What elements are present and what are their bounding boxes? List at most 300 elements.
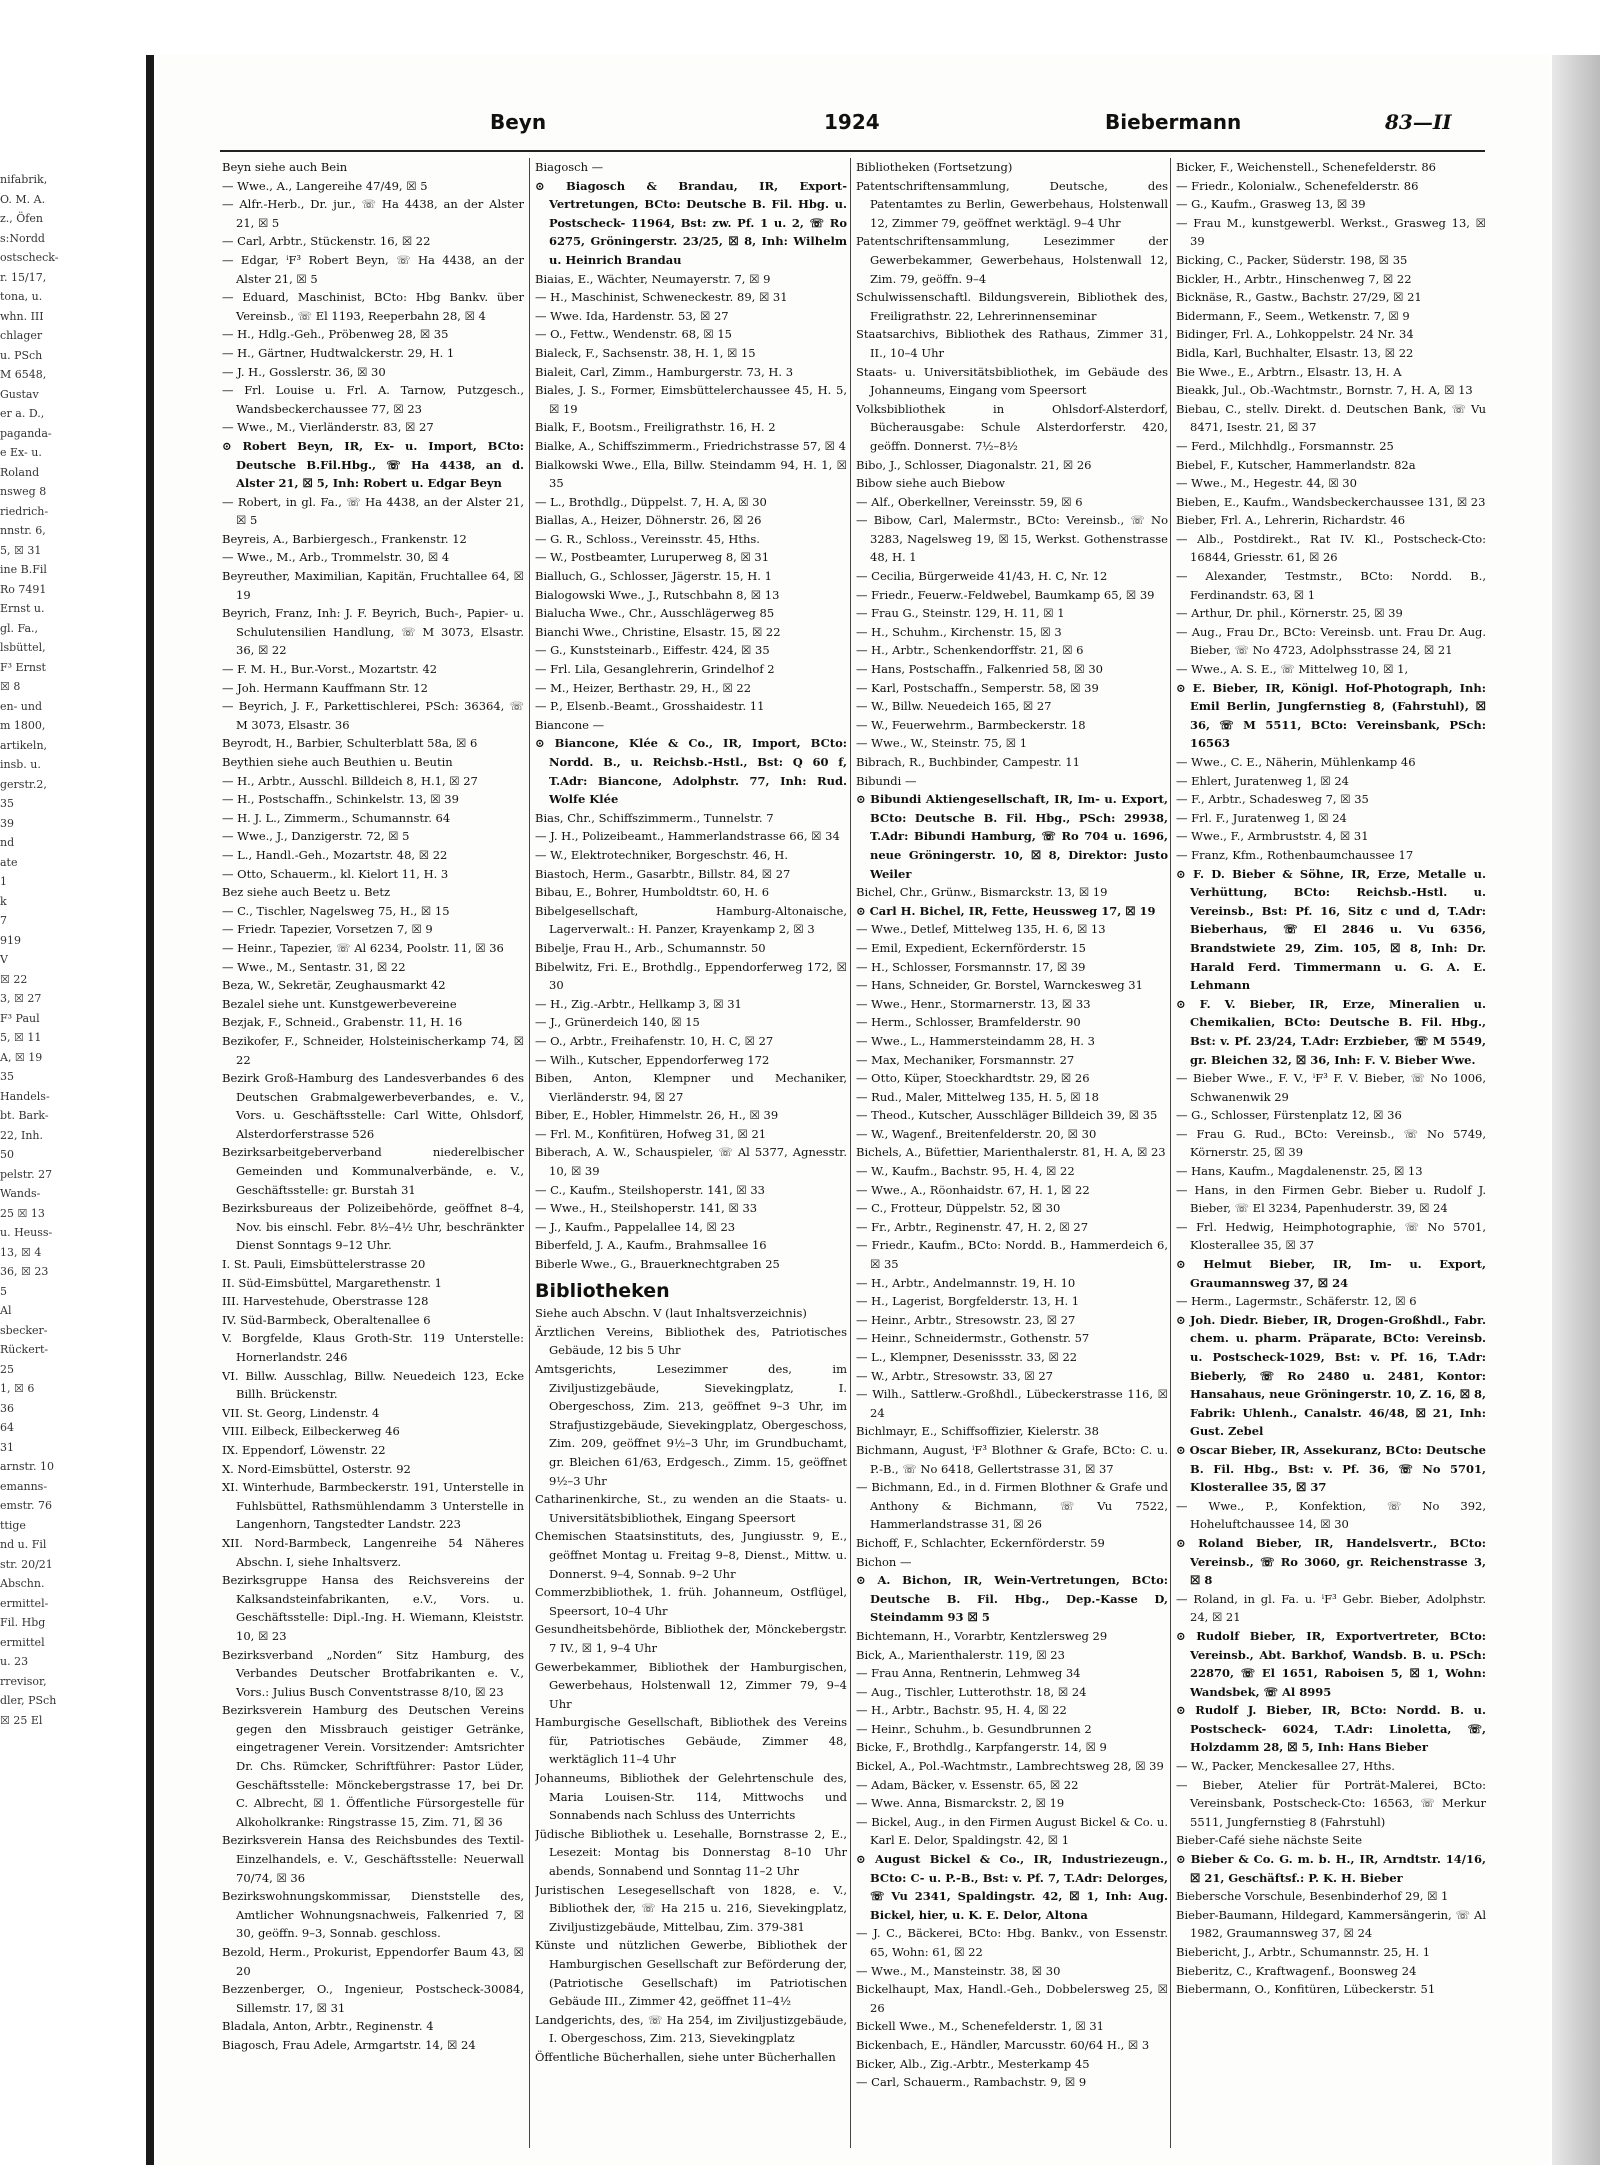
previous-page-text: u. Heuss-: [0, 1226, 53, 1239]
previous-page-text: str. 20/21: [0, 1557, 53, 1571]
directory-entry: — Frau G. Rud., BCto: Vereinsb., ☏ No 5749, Körnerstr. 25, ☒ 39: [1176, 1126, 1486, 1160]
directory-entry: Bickler, H., Arbtr., Hinschenweg 7, ☒ 22: [1176, 271, 1412, 286]
directory-entry: Beza, W., Sekretär, Zeughausmarkt 42: [222, 978, 446, 993]
directory-entry: — Bieber, Atelier für Porträt-Malerei, BCto: Vereinsbank, Postscheck-Cto: 16563, ☏ Merkur 5511, Jungfernstieg 8 (Fahrstuhl): [1176, 1777, 1486, 1829]
directory-entry: — Bieber Wwe., F. V., ⁱF³ F. V. Bieber, ☏ No 1006, Schwanenwik 29: [1176, 1071, 1486, 1104]
directory-entry: — Hans, in den Firmen Gebr. Bieber u. Rudolf J. Bieber, ☏ El 3234, Papenhuderstr. 39, ☒ 24: [1176, 1182, 1486, 1216]
previous-page-text: 919: [0, 933, 21, 947]
directory-entry: — W., Kaufm., Bachstr. 95, H. 4, ☒ 22: [856, 1164, 1075, 1179]
directory-entry: — W., Arbtr., Stresowstr. 33, ☒ 27: [856, 1368, 1053, 1383]
directory-entry: — H., Schlosser, Forsmannstr. 17, ☒ 39: [856, 959, 1086, 974]
previous-page-text: V: [0, 953, 8, 966]
directory-entry: ⊙ Rudolf J. Bieber, IR, BCto: Nordd. B. u. Postscheck- 6024, T.Adr: Linoletta, ☏, Holzdamm 28, ☒ 5, Inh: Hans Bieber: [1176, 1703, 1486, 1755]
directory-entry: Bieberitz, C., Kraftwagenf., Boonsweg 24: [1176, 1963, 1417, 1978]
directory-entry: Bezikofer, F., Schneider, Holsteinischerkamp 74, ☒ 22: [222, 1033, 524, 1067]
directory-entry: — Eduard, Maschinist, BCto: Hbg Bankv. über Vereinsb., ☏ El 1193, Reeperbahn 28, ☒ 4: [222, 290, 524, 323]
directory-entry: Bezold, Herm., Prokurist, Eppendorfer Baum 43, ☒ 20: [222, 1945, 524, 1978]
directory-entry: ⊙ Rudolf Bieber, IR, Exportvertreter, BCto: Vereinsb., Abt. Barkhof, Wandsb. B. u. PSch: 22870, ☏ El 1651, Raboisen 5, ☒ 1, Wohn: Wandsbek, ☏ Al 8995: [1176, 1628, 1486, 1699]
previous-page-text: 5, ☒ 31: [0, 543, 42, 557]
directory-entry: Bialk, F., Bootsm., Freiligrathstr. 16, H. 2: [535, 420, 776, 435]
previous-page-text: er a. D.,: [0, 407, 45, 420]
directory-entry: — W., Postbeamter, Luruperweg 8, ☒ 31: [535, 550, 770, 565]
directory-entry: Beyreuther, Maximilian, Kapitän, Fruchtallee 64, ☒ 19: [222, 569, 524, 602]
directory-entry: Bibo, J., Schlosser, Diagonalstr. 21, ☒ 26: [856, 457, 1092, 472]
directory-entry: — Friedr., Kaufm., BCto: Nordd. B., Hammerdeich 6, ☒ 35: [856, 1238, 1168, 1272]
previous-page-text: ermittel-: [0, 1596, 49, 1610]
previous-page-text: 13, ☒ 4: [0, 1245, 42, 1259]
directory-entry: — H., Maschinist, Schweneckestr. 89, ☒ 31: [535, 290, 788, 305]
directory-entry: Bichels, A., Büfettier, Marienthalerstr. 81, H. A, ☒ 23: [856, 1145, 1166, 1160]
directory-entry: IX. Eppendorf, Löwenstr. 22: [222, 1442, 386, 1457]
directory-entry: VI. Billw. Ausschlag, Billw. Neuedeich 123, Ecke Billh. Brückenstr.: [222, 1368, 524, 1402]
previous-page-text: k: [0, 894, 7, 908]
previous-page-text: 64: [0, 1421, 14, 1434]
directory-entry: Bialogowski Wwe., J., Rutschbahn 8, ☒ 13: [535, 587, 780, 602]
directory-entry: — Alf., Oberkellner, Vereinsstr. 59, ☒ 6: [856, 494, 1083, 509]
directory-entry: — Wwe. Anna, Bismarckstr. 2, ☒ 19: [856, 1796, 1065, 1811]
directory-entry: Commerzbibliothek, 1. früh. Johanneum, Ostflügel, Speersort, 10–4 Uhr: [535, 1585, 847, 1618]
directory-entry: — Edgar, ⁱF³ Robert Beyn, ☏ Ha 4438, an der Alster 21, ☒ 5: [222, 252, 524, 286]
previous-page-text: sbecker-: [0, 1323, 48, 1337]
directory-entry: — Friedr., Feuerw.-Feldwebel, Baumkamp 65, ☒ 39: [856, 587, 1155, 602]
previous-page-text: 35: [0, 797, 14, 810]
directory-entry: — Wwe., H., Steilshoperstr. 141, ☒ 33: [535, 1201, 758, 1216]
previous-page-text: 5: [0, 1284, 7, 1298]
directory-entry: Bickenbach, E., Händler, Marcusstr. 60/64 H., ☒ 3: [856, 2037, 1150, 2052]
directory-entry: — C., Kaufm., Steilshoperstr. 141, ☒ 33: [535, 1182, 765, 1197]
directory-entry: IV. Süd-Barmbeck, Oberaltenallee 6: [222, 1312, 431, 1327]
directory-entry: Bezirksverein Hamburg des Deutschen Vereins gegen den Missbrauch geistiger Getränke, eingetragener Verein. Vorsitzender: Amtsrichter Dr. Chs. Rümcker, Schriftführer: Pastor Lüder, Geschäftsstelle: Mönckebergstrasse 17, bei Dr. C. Albrecht, ☒ 1. Öffentliche Fürsorgestelle für Alkoholkranke: Ringstrasse 15, Zim. 71, ☒ 36: [222, 1703, 524, 1829]
directory-entry: Bezirksverein Hansa des Reichsbundes des Textil-Einzelhandels, e. V., Geschäftsstelle: Neuerwall 70/74, ☒ 36: [222, 1833, 524, 1885]
directory-entry: — Friedr. Tapezier, Vorsetzen 7, ☒ 9: [222, 922, 433, 937]
previous-page-text: Handels-: [0, 1089, 50, 1103]
directory-entry: — Emil, Expedient, Eckernförderstr. 15: [856, 940, 1086, 955]
directory-entry: Chemischen Staatsinstituts, des, Jungiusstr. 9, E., geöffnet Montag u. Freitag 9–8, Dienst., Mittw. u. Donnerst. 9–4, Sonnab. 9–2 Uhr: [535, 1529, 847, 1581]
previous-page-text: M 6548,: [0, 368, 47, 381]
previous-page-text: 35: [0, 1070, 14, 1083]
previous-page-text: ine B.Fil: [0, 563, 47, 576]
previous-page-text: ☒ 8: [0, 680, 21, 693]
previous-page-text: nifabrik,: [0, 173, 48, 186]
running-header: [220, 110, 1490, 144]
previous-page-text: 1: [0, 875, 7, 888]
directory-column-1: [222, 158, 524, 2147]
previous-page-text: arnstr. 10: [0, 1460, 55, 1473]
directory-entry: — Wwe., P., Konfektion, ☏ No 392, Hoheluftchaussee 14, ☒ 30: [1176, 1498, 1486, 1532]
previous-page-text: whn. III: [0, 309, 44, 323]
previous-page-text: Abschn.: [0, 1577, 45, 1590]
directory-entry: Biebel, F., Kutscher, Hammerlandstr. 82a: [1176, 457, 1416, 472]
directory-entry: Bibundi —: [856, 773, 917, 788]
directory-entry: — P., Elsenb.-Beamt., Grosshaidestr. 11: [535, 699, 765, 714]
directory-entry: Biagosch, Frau Adele, Armgartstr. 14, ☒ 24: [222, 2037, 476, 2052]
directory-entry: — Robert, in gl. Fa., ☏ Ha 4438, an der Alster 21, ☒ 5: [222, 494, 524, 528]
directory-entry: Amtsgerichts, Lesezimmer des, im Ziviljustizgebäude, Sievekingplatz, I. Obergeschoss, Zim. 213, geöffnet 9–3 Uhr, im Strafjustizgebäude, Sievekingplatz, Obergeschoss, Zim. 209, geöffnet 9½–3 Uhr, im Grundbuchamt, gr. Bleichen 61/63, Erdgesch., Zimm. 15, geöffnet 9½–3 Uhr: [535, 1362, 847, 1488]
directory-entry: — H., Lagerist, Borgfelderstr. 13, H. 1: [856, 1294, 1080, 1309]
directory-entry: Beyn siehe auch Bein: [222, 160, 348, 174]
directory-entry: ⊙ Helmut Bieber, IR, Im- u. Export, Graumannsweg 37, ☒ 24: [1176, 1257, 1486, 1290]
directory-entry: — W., Packer, Menckesallee 27, Hths.: [1176, 1759, 1395, 1774]
column-divider: [529, 158, 530, 2148]
directory-entry: — J. C., Bäckerei, BCto: Hbg. Bankv., von Essenstr. 65, Wohn: 61, ☒ 22: [856, 1926, 1168, 1959]
directory-entry: — Herm., Lagermstr., Schäferstr. 12, ☒ 6: [1176, 1294, 1417, 1309]
directory-entry: ⊙ F. V. Bieber, IR, Erze, Mineralien u. Chemikalien, BCto: Deutsche B. Fil. Hbg., Bst: v. Pf. 23/24, T.Adr: Erzbieber, ☏ M 5549, gr. Bleichen 32, ☒ 36, Inh: F. V. Bieber Wwe.: [1176, 996, 1486, 1067]
directory-entry: Biagosch —: [535, 160, 604, 174]
directory-entry: Bibliotheken (Fortsetzung): [856, 160, 1013, 174]
directory-entry: Gewerbekammer, Bibliothek der Hamburgischen, Gewerbehaus, Holstenwall 12, Zimmer 79, 9–4 Uhr: [535, 1659, 847, 1711]
previous-page-text: 5, ☒ 11: [0, 1031, 42, 1044]
directory-entry: — Fr., Arbtr., Reginenstr. 47, H. 2, ☒ 27: [856, 1219, 1089, 1234]
previous-page-text: 25: [0, 1362, 14, 1376]
directory-entry: — G., Schlosser, Fürstenplatz 12, ☒ 36: [1176, 1108, 1402, 1123]
directory-entry: — Aug., Frau Dr., BCto: Vereinsb. unt. Frau Dr. Aug. Bieber, ☏ No 4723, Adolphsstrasse 24, ☒ 21: [1176, 624, 1486, 658]
page-edge-shadow: [1552, 55, 1600, 2165]
directory-entry: — Friedr., Kolonialw., Schenefelderstr. 86: [1176, 178, 1419, 193]
previous-page-text: s:Nordd: [0, 231, 45, 245]
previous-page-text: bt. Bark-: [0, 1109, 49, 1122]
directory-entry: — Max, Mechaniker, Forsmannstr. 27: [856, 1052, 1075, 1067]
directory-entry: Bicknäse, R., Gastw., Bachstr. 27/29, ☒ 21: [1176, 290, 1422, 305]
directory-entry: — Wilh., Sattlerw.-Großhdl., Lübeckerstrasse 116, ☒ 24: [856, 1387, 1168, 1420]
directory-entry: Gesundheitsbehörde, Bibliothek der, Mönckebergstr. 7 IV., ☒ 1, 9–4 Uhr: [535, 1622, 847, 1655]
directory-entry: — Wwe., W., Steinstr. 75, ☒ 1: [856, 736, 1028, 751]
previous-page-text: pelstr. 27: [0, 1167, 53, 1181]
directory-entry: — L., Handl.-Geh., Mozartstr. 48, ☒ 22: [222, 847, 448, 862]
directory-entry: Bichlmayr, E., Schiffsoffizier, Kielerstr. 38: [856, 1424, 1099, 1439]
directory-entry: ⊙ Biagosch & Brandau, IR, Export-Vertretungen, BCto: Deutsche B. Fil. Hbg. u. Postscheck- 11964, Bst: zw. Pf. 1 u. 2, ☏ Ro 6275, Gröningerstr. 23/25, ☒ 8, Inh: Wilhelm u. Heinrich Brandau: [535, 178, 847, 267]
previous-page-text: z., Öfen: [0, 212, 43, 225]
directory-entry: Bibelje, Frau H., Arb., Schumannstr. 50: [535, 940, 766, 955]
previous-page-text: lsbüttel,: [0, 641, 46, 654]
directory-entry: Catharinenkirche, St., zu wenden an die Staats- u. Universitätsbibliothek, Eingang Speersort: [535, 1492, 847, 1525]
directory-entry: XII. Nord-Barmbeck, Langenreihe 54 Näheres Abschn. I, siehe Inhaltsverz.: [222, 1535, 524, 1569]
directory-entry: — H., Arbtr., Andelmannstr. 19, H. 10: [856, 1275, 1076, 1290]
directory-entry: Jüdische Bibliothek u. Lesehalle, Bornstrasse 2, E., Lesezeit: Montag bis Donnerstag 8–10 Uhr abends, Sonnabend und Sonntag 11–2 Uhr: [535, 1826, 847, 1879]
previous-page-text: 22, Inh.: [0, 1128, 44, 1142]
previous-page-text: Roland: [0, 465, 40, 479]
previous-page-text: Al: [0, 1304, 12, 1317]
previous-page-text: e Ex- u.: [0, 446, 42, 459]
directory-entry: ⊙ Carl H. Bichel, IR, Fette, Heussweg 17, ☒ 19: [856, 903, 1156, 918]
directory-entry: Bezirksarbeitgeberverband niederelbischer Gemeinden und Kommunalverbände, e. V., Geschäftsstelle: gr. Burstah 31: [222, 1145, 524, 1197]
directory-entry: ⊙ F. D. Bieber & Söhne, IR, Erze, Metalle u. Verhüttung, BCto: Reichsb.-Hstl. u. Vereinsb., Bst: Pf. 16, Sitz c und d, T.Adr: Bieberhaus, ☏ El 2846 u. Vu 6356, Brandstwiete 29, Zim. 105, ☒ 8, Inh: Dr. Harald Ferd. Timmermann u. G. A. E. Lehmann: [1176, 866, 1486, 993]
header-page-number: 83—II: [1385, 110, 1452, 134]
directory-entry: Biallas, A., Heizer, Döhnerstr. 26, ☒ 26: [535, 513, 762, 528]
directory-entry: Bezirk Groß-Hamburg des Landesverbandes 6 des Deutschen Grabmalgewerbeverbandes, e. V., Vors. u. Geschäftsstelle: Carl Witte, Ohlsdorf, Alsterdorferstrasse 526: [222, 1071, 524, 1141]
directory-entry: Beyrodt, H., Barbier, Schulterblatt 58a, ☒ 6: [222, 736, 478, 751]
directory-entry: Bicker, F., Weichenstell., Schenefelderstr. 86: [1176, 160, 1436, 174]
directory-entry: — G. R., Schloss., Vereinsstr. 45, Hths.: [535, 531, 760, 546]
directory-entry: — Aug., Tischler, Lutterothstr. 18, ☒ 24: [856, 1684, 1087, 1699]
directory-entry: Bez siehe auch Beetz u. Betz: [222, 885, 391, 900]
directory-entry: — W., Billw. Neuedeich 165, ☒ 27: [856, 699, 1052, 714]
directory-entry: VIII. Eilbeck, Eilbeckerweg 46: [222, 1424, 400, 1439]
directory-entry: Bibau, E., Bohrer, Humboldtstr. 60, H. 6: [535, 885, 770, 900]
previous-page-text: 36, ☒ 23: [0, 1265, 49, 1278]
directory-entry: — Alb., Postdirekt., Rat IV. Kl., Postscheck-Cto: 16844, Griesstr. 61, ☒ 26: [1176, 531, 1486, 565]
directory-entry: — J., Kaufm., Pappelallee 14, ☒ 23: [535, 1219, 736, 1234]
previous-page-text: 36: [0, 1401, 14, 1415]
directory-entry: — Adam, Bäcker, v. Essenstr. 65, ☒ 22: [856, 1777, 1079, 1792]
previous-page-text: tona, u.: [0, 290, 43, 303]
directory-entry: — Wwe., A., Röonhaidstr. 67, H. 1, ☒ 22: [856, 1182, 1090, 1197]
directory-entry: Juristischen Lesegesellschaft von 1828, e. V., Bibliothek der, ☏ Ha 215 u. 216, Sievekingplatz, Ziviljustizgebäude, Mittelbau, Zim. 379-381: [535, 1882, 847, 1934]
directory-entry: — Wwe., M., Arb., Trommelstr. 30, ☒ 4: [222, 550, 450, 565]
directory-entry: — H., Postschaffn., Schinkelstr. 13, ☒ 39: [222, 792, 459, 807]
previous-page-text: en- und: [0, 699, 43, 713]
directory-entry: Bialluch, G., Schlosser, Jägerstr. 15, H. 1: [535, 569, 772, 584]
directory-entry: — Heinr., Schneidermstr., Gothenstr. 57: [856, 1331, 1090, 1346]
directory-entry: — Wwe., J., Danzigerstr. 72, ☒ 5: [222, 829, 410, 844]
directory-entry: — C., Frotteur, Düppelstr. 52, ☒ 30: [856, 1201, 1061, 1216]
directory-entry: — Alexander, Testmstr., BCto: Nordd. B., Ferdinandstr. 63, ☒ 1: [1176, 569, 1486, 602]
directory-entry: — Wwe., A. S. E., ☏ Mittelweg 10, ☒ 1,: [1176, 662, 1409, 677]
directory-entry: V. Borgfelde, Klaus Groth-Str. 119 Unterstelle: Hornerlandstr. 246: [222, 1331, 524, 1364]
directory-entry: Bick, A., Marienthalerstr. 119, ☒ 23: [856, 1647, 1065, 1662]
directory-entry: — Frl. Hedwig, Heimphotographie, ☏ No 5701, Klosterallee 35, ☒ 37: [1176, 1219, 1486, 1253]
directory-entry: — H., Zig.-Arbtr., Hellkamp 3, ☒ 31: [535, 996, 742, 1011]
directory-entry: — L., Klempner, Desenissstr. 33, ☒ 22: [856, 1350, 1078, 1364]
directory-entry: — Heinr., Arbtr., Stresowstr. 23, ☒ 27: [856, 1312, 1076, 1327]
directory-entry: — Frl. Louise u. Frl. A. Tarnow, Putzgesch., Wandsbeckerchaussee 77, ☒ 23: [222, 383, 524, 416]
previous-page-text: nsweg 8: [0, 485, 47, 498]
directory-entry: — Carl, Schauerm., Rambachstr. 9, ☒ 9: [856, 2075, 1087, 2090]
directory-entry: — L., Brothdlg., Düppelst. 7, H. A, ☒ 30: [535, 494, 767, 509]
previous-page-text: O. M. A.: [0, 192, 46, 206]
directory-entry: Bidla, Karl, Buchhalter, Elsastr. 13, ☒ 22: [1176, 345, 1414, 360]
directory-entry: X. Nord-Eimsbüttel, Osterstr. 92: [222, 1461, 411, 1476]
directory-entry: Biebersche Vorschule, Besenbinderhof 29, ☒ 1: [1176, 1889, 1449, 1904]
directory-entry: Bianchi Wwe., Christine, Elsastr. 15, ☒ 22: [535, 624, 781, 639]
directory-entry: — Bibow, Carl, Malermstr., BCto: Vereinsb., ☏ No 3283, Nagelsweg 19, ☒ 15, Werkst. Gothenstrasse 48, H. 1: [856, 513, 1168, 565]
directory-column-4: [1176, 158, 1486, 2147]
directory-entry: ⊙ Biancone, Klée & Co., IR, Import, BCto: Nordd. B., u. Reichsb.-Hstl., Bst: Q 60 f, T.Adr: Biancone, Adolphstr. 77, Inh: Rud. Wolfe Klée: [535, 736, 847, 807]
directory-entry: Bezirksverband „Norden“ Sitz Hamburg, des Verbandes Deutscher Brotfabrikanten e. V., Vors.: Julius Busch Conventstrasse 8/10, ☒ 23: [222, 1647, 524, 1699]
previous-page-text: dler, PSch: [0, 1694, 57, 1707]
previous-page-text: paganda-: [0, 426, 52, 440]
previous-page-text: emstr. 76: [0, 1499, 53, 1512]
directory-entry: — Carl, Arbtr., Stückenstr. 16, ☒ 22: [222, 234, 431, 249]
directory-entry: Johanneums, Bibliothek der Gelehrtenschule des, Maria Louisen-Str. 114, Mittwochs und Sonnabends nach Schluss des Unterrichts: [535, 1771, 847, 1823]
directory-entry: — G., Kunststeinarb., Eiffestr. 424, ☒ 35: [535, 643, 770, 658]
previous-page-text: F³ Paul: [0, 1011, 40, 1025]
directory-entry: Bicker, Alb., Zig.-Arbtr., Mesterkamp 45: [856, 2056, 1090, 2071]
directory-entry: — Wwe., L., Hammersteindamm 28, H. 3: [856, 1033, 1095, 1048]
directory-entry: Biastoch, Herm., Gasarbtr., Billstr. 84, ☒ 27: [535, 866, 791, 881]
directory-entry: — Franz, Kfm., Rothenbaumchaussee 17: [1176, 847, 1414, 862]
directory-entry: — Bichmann, Ed., in d. Firmen Blothner & Grafe und Anthony & Bichmann, ☏ Vu 7522, Hammerlandstrasse 31, ☒ 26: [856, 1480, 1168, 1532]
previous-page-text: insb. u.: [0, 758, 41, 771]
directory-entry: — Theod., Kutscher, Ausschläger Billdeich 39, ☒ 35: [856, 1108, 1158, 1123]
directory-entry: — Wilh., Kutscher, Eppendorferweg 172: [535, 1052, 770, 1067]
directory-entry: Bidermann, F., Seem., Wetkenstr. 7, ☒ 9: [1176, 308, 1410, 323]
directory-entry: Siehe auch Abschn. V (laut Inhaltsverzeichnis): [535, 1306, 807, 1321]
directory-entry: Biaias, E., Wächter, Neumayerstr. 7, ☒ 9: [535, 271, 771, 286]
directory-entry: — H., Arbtr., Schenkendorffstr. 21, ☒ 6: [856, 643, 1084, 658]
previous-page-text: nd u. Fil: [0, 1538, 47, 1551]
directory-entry: ⊙ Joh. Diedr. Bieber, IR, Drogen-Großhdl., Fabr. chem. u. pharm. Präparate, BCto: Vereinsb. u. Postscheck-1029, Bst: v. Pf. 16, T.Adr: Bieberly, ☏ Ro 2480 u. 2481, Kontor: Hansahaus, neue Gröningerstr. 10, Z. 16, ☒ 8, Fabrik: Uhlenh., Canalstr. 46/48, ☒ 21, Inh: Gust. Zebel: [1176, 1312, 1486, 1439]
directory-entry: — Hans, Kaufm., Magdalenenstr. 25, ☒ 13: [1176, 1164, 1423, 1179]
directory-entry: Bieakk, Jul., Ob.-Wachtmstr., Bornstr. 7, H. A, ☒ 13: [1176, 383, 1473, 398]
directory-entry: — J., Grünerdeich 140, ☒ 15: [535, 1015, 700, 1030]
directory-entry: — Otto, Küper, Stoeckhardtstr. 29, ☒ 26: [856, 1071, 1090, 1086]
directory-entry: Biben, Anton, Klempner und Mechaniker, Vierländerstr. 94, ☒ 27: [535, 1071, 847, 1104]
directory-entry: — Wwe., M., Vierländerstr. 83, ☒ 27: [222, 420, 434, 435]
directory-entry: — Arthur, Dr. phil., Körnerstr. 25, ☒ 39: [1176, 606, 1403, 621]
directory-entry: Bezirkswohnungskommissar, Dienststelle des, Amtlicher Wohnungsnachweis, Falkenried 7, ☒ 30, geöffn. 9–3, Sonnab. geschloss.: [222, 1889, 524, 1941]
directory-entry: Bickelhaupt, Max, Handl.-Geh., Dobbelersweg 25, ☒ 26: [856, 1982, 1168, 2015]
directory-entry: Biancone —: [535, 717, 605, 732]
previous-page-text: emanns-: [0, 1479, 48, 1493]
directory-column-2: [535, 158, 847, 2147]
directory-entry: — Ferd., Milchhdlg., Forsmannstr. 25: [1176, 438, 1394, 453]
directory-entry: — Frau Anna, Rentnerin, Lehmweg 34: [856, 1666, 1081, 1681]
header-year: 1924: [824, 110, 880, 134]
directory-entry: Bezjak, F., Schneid., Grabenstr. 11, H. 16: [222, 1015, 463, 1030]
previous-page-text: nd: [0, 836, 15, 849]
directory-entry: — Herm., Schlosser, Bramfelderstr. 90: [856, 1015, 1081, 1030]
directory-entry: Bezirksgruppe Hansa des Reichsvereins der Kalksandsteinfabrikanten, e.V., Vors. u. Geschäftsstelle: Dipl.-Ing. H. Wiemann, Kleiststr. 10, ☒ 23: [222, 1573, 524, 1643]
directory-entry: Bialeit, Carl, Zimm., Hamburgerstr. 73, H. 3: [535, 364, 794, 379]
directory-entry: — Wwe., A., Langereihe 47/49, ☒ 5: [222, 178, 428, 193]
header-last-entry: Biebermann: [1105, 110, 1242, 134]
directory-entry: — H., Schuhm., Kirchenstr. 15, ☒ 3: [856, 624, 1062, 639]
directory-entry: Bicke, F., Brothdlg., Karpfangerstr. 14, ☒ 9: [856, 1740, 1107, 1755]
directory-entry: — Ehlert, Juratenweg 1, ☒ 24: [1176, 773, 1349, 788]
directory-entry: Bladala, Anton, Arbtr., Reginenstr. 4: [222, 2019, 434, 2034]
directory-entry: Ärztlichen Vereins, Bibliothek des, Patriotisches Gebäude, 12 bis 5 Uhr: [535, 1324, 847, 1358]
directory-entry: Biber, E., Hobler, Himmelstr. 26, H., ☒ 39: [535, 1108, 779, 1123]
directory-entry: — Frl. M., Konfitüren, Hofweg 31, ☒ 21: [535, 1126, 767, 1141]
directory-entry: Bieben, E., Kaufm., Wandsbeckerchaussee 131, ☒ 23: [1176, 494, 1486, 509]
directory-entry: Biberle Wwe., G., Brauerknechtgraben 25: [535, 1257, 780, 1272]
directory-entry: Bialeck, F., Sachsenstr. 38, H. 1, ☒ 15: [535, 345, 756, 360]
directory-entry: Bialkowski Wwe., Ella, Billw. Steindamm 94, H. 1, ☒ 35: [535, 457, 847, 491]
directory-entry: Bibelgesellschaft, Hamburg-Altonaische, Lagerverwalt.: H. Panzer, Krayenkamp 2, ☒ 3: [535, 903, 847, 937]
directory-entry: ⊙ Robert Beyn, IR, Ex- u. Import, BCto: Deutsche B.Fil.Hbg., ☏ Ha 4438, an d. Alster 21, ☒ 5, Inh: Robert u. Edgar Beyn: [222, 438, 524, 491]
directory-entry: Staats- u. Universitätsbibliothek, im Gebäude des Johanneums, Eingang vom Speersort: [856, 364, 1168, 398]
previous-page-text: artikeln,: [0, 738, 48, 752]
directory-entry: II. Süd-Eimsbüttel, Margarethenstr. 1: [222, 1275, 442, 1290]
directory-entry: Bias, Chr., Schiffszimmerm., Tunnelstr. 7: [535, 810, 774, 825]
directory-entry: Biberach, A. W., Schauspieler, ☏ Al 5377, Agnesstr. 10, ☒ 39: [535, 1145, 847, 1179]
previous-page-text: Ro 7491: [0, 582, 47, 596]
previous-page-text: riedrich-: [0, 504, 49, 518]
directory-entry: — Wwe., F., Armbruststr. 4, ☒ 31: [1176, 829, 1369, 844]
directory-entry: ⊙ Oscar Bieber, IR, Assekuranz, BCto: Deutsche B. Fil. Hbg., Bst: v. Pf. 36, ☏ No 5701, Klosterallee 35, ☒ 37: [1176, 1442, 1486, 1495]
directory-entry: ⊙ E. Bieber, IR, Königl. Hof-Photograph, Inh: Emil Berlin, Jungfernstieg 8, (Fahrstuhl), ☒ 36, ☏ M 5511, BCto: Vereinsbank, PSch: 16563: [1176, 680, 1486, 751]
directory-entry: Bickel, A., Pol.-Wachtmstr., Lambrechtsweg 28, ☒ 39: [856, 1759, 1164, 1774]
directory-entry: ⊙ Roland Bieber, IR, Handelsvertr., BCto: Vereinsb., ☏ Ro 3060, gr. Reichenstrasse 3, ☒ 8: [1176, 1535, 1486, 1588]
directory-entry: Staatsarchivs, Bibliothek des Rathaus, Zimmer 31, II., 10–4 Uhr: [856, 327, 1168, 360]
directory-entry: Bichon —: [856, 1554, 912, 1569]
directory-entry: Bezirksbureaus der Polizeibehörde, geöffnet 8–4, Nov. bis einschl. Febr. 8½–4½ Uhr, beschränkter Dienst Sonntags 9–12 Uhr.: [222, 1201, 524, 1253]
page-gutter-edge: [146, 55, 154, 2165]
directory-entry: — Beyrich, J. F., Parkettischlerei, PSch: 36364, ☏ M 3073, Elsastr. 36: [222, 699, 524, 732]
previous-page-text: u. 23: [0, 1655, 29, 1668]
directory-entry: — H., Arbtr., Bachstr. 95, H. 4, ☒ 22: [856, 1703, 1067, 1718]
directory-entry: Beyreis, A., Barbiergesch., Frankenstr. 12: [222, 531, 467, 546]
previous-page-text: m 1800,: [0, 719, 46, 732]
directory-entry: — C., Tischler, Nagelsweg 75, H., ☒ 15: [222, 903, 450, 918]
directory-entry: — Cecilia, Bürgerweide 41/43, H. C, Nr. 12: [856, 569, 1108, 584]
directory-entry: VII. St. Georg, Lindenstr. 4: [222, 1405, 380, 1420]
previous-page-text: Wands-: [0, 1187, 41, 1200]
directory-entry: ⊙ Bibundi Aktiengesellschaft, IR, Im- u. Export, BCto: Deutsche B. Fil. Hbg., PSch: 29938, T.Adr: Bibundi Hamburg, ☏ Ro 704 u. 1696, neue Gröningerstr. 10, ☒ 8, Direktor: Justo Weiler: [856, 792, 1168, 881]
directory-entry: — Otto, Schauerm., kl. Kielort 11, H. 3: [222, 866, 449, 881]
previous-page-text: ☒ 22: [0, 972, 28, 986]
directory-entry: Biebericht, J., Arbtr., Schumannstr. 25, H. 1: [1176, 1945, 1431, 1959]
directory-entry: Hamburgische Gesellschaft, Bibliothek des Vereins für, Patriotisches Gebäude, Zimmer 48, werktäglich 11–4 Uhr: [535, 1715, 847, 1767]
directory-entry: — Wwe., Henr., Stormarnerstr. 13, ☒ 33: [856, 996, 1091, 1011]
directory-entry: — Joh. Hermann Kauffmann Str. 12: [222, 680, 428, 695]
directory-entry: — J. H., Gosslerstr. 36, ☒ 30: [222, 364, 386, 379]
previous-page-text: 1, ☒ 6: [0, 1382, 35, 1395]
directory-entry: Biales, J. S., Former, Eimsbüttelerchaussee 45, H. 5, ☒ 19: [535, 383, 847, 416]
directory-entry: Bezalel siehe unt. Kunstgewerbevereine: [222, 996, 457, 1011]
directory-entry: — H. J. L., Zimmerm., Schumannstr. 64: [222, 810, 451, 825]
previous-page-text: 31: [0, 1440, 14, 1454]
directory-entry: Bicking, C., Packer, Süderstr. 198, ☒ 35: [1176, 252, 1408, 267]
directory-entry: — Alfr.-Herb., Dr. jur., ☏ Ha 4438, an der Alster 21, ☒ 5: [222, 197, 524, 230]
previous-page-text: Rückert-: [0, 1343, 49, 1356]
header-first-entry: Beyn: [490, 110, 547, 134]
column-divider: [1170, 158, 1171, 2148]
directory-entry: — Wwe., Detlef, Mittelweg 135, H. 6, ☒ 13: [856, 922, 1106, 937]
previous-page-text: 50: [0, 1148, 14, 1161]
directory-entry: I. St. Pauli, Eimsbüttelerstrasse 20: [222, 1257, 426, 1272]
previous-page-text: 25 ☒ 13: [0, 1206, 45, 1220]
directory-entry: Bibow siehe auch Biebow: [856, 476, 1005, 491]
directory-entry: — Heinr., Schuhm., b. Gesundbrunnen 2: [856, 1721, 1092, 1736]
previous-page-text: 7: [0, 914, 7, 927]
directory-entry: Biebau, C., stellv. Direkt. d. Deutschen Bank, ☏ Vu 8471, Isestr. 21, ☒ 37: [1176, 401, 1486, 435]
directory-entry: — Frl. Lila, Gesanglehrerin, Grindelhof 2: [535, 662, 775, 677]
previous-page-text: ostscheck-: [0, 251, 59, 264]
previous-page-text: 39: [0, 816, 14, 830]
previous-page-text: nnstr. 6,: [0, 524, 46, 537]
directory-entry: Bichel, Chr., Grünw., Bismarckstr. 13, ☒ 19: [856, 885, 1108, 900]
directory-entry: — Karl, Postschaffn., Semperstr. 58, ☒ 39: [856, 680, 1099, 695]
previous-page-text: Fil. Hbg: [0, 1616, 46, 1629]
directory-entry: ⊙ Bieber & Co. G. m. b. H., IR, Arndtstr. 14/16, ☒ 21, Geschäftsf.: P. K. H. Bieber: [1176, 1852, 1486, 1885]
previous-page-text: rrevisor,: [0, 1674, 47, 1688]
directory-entry: — Wwe., M., Sentastr. 31, ☒ 22: [222, 959, 406, 974]
directory-entry: Schulwissenschaftl. Bildungsverein, Bibliothek des, Freiligrathstr. 22, Lehrerinnenseminar: [856, 290, 1168, 323]
directory-entry: — F. M. H., Bur.-Vorst., Mozartstr. 42: [222, 662, 438, 677]
header-rule: [220, 150, 1485, 152]
previous-page-text: ate: [0, 855, 18, 869]
directory-entry: ⊙ August Bickel & Co., IR, Industriezeugn., BCto: C- u. P.-B., Bst: v. Pf. 7, T.Adr: Delorges, ☏ Vu 2341, Spaldingstr. 42, ☒ 1, Inh: Aug. Bickel, hier, u. K. E. Delor, Altona: [856, 1852, 1168, 1922]
directory-entry: Patentschriftensammlung, Lesezimmer der Gewerbekammer, Gewerbehaus, Holstenwall 12, Zim. 79, geöffn. 9–4: [856, 234, 1168, 286]
directory-entry: Bichtemann, H., Vorarbtr, Kentzlersweg 29: [856, 1628, 1108, 1643]
previous-page-text: gl. Fa.,: [0, 621, 38, 635]
previous-page-text: Ernst u.: [0, 602, 45, 615]
directory-entry: — Heinr., Tapezier, ☏ Al 6234, Poolstr. 11, ☒ 36: [222, 940, 504, 955]
directory-entry: Bieber-Café siehe nächste Seite: [1176, 1833, 1362, 1848]
directory-entry: — O., Fettw., Wendenstr. 68, ☒ 15: [535, 327, 732, 342]
directory-entry: Bieber-Baumann, Hildegard, Kammersängerin, ☏ Al 1982, Graumannsweg 37, ☒ 24: [1176, 1907, 1486, 1941]
previous-page-text: Gustav: [0, 387, 39, 401]
previous-page-fragment: [0, 170, 130, 2120]
directory-entry: Öffentliche Bücherhallen, siehe unter Bücherhallen: [535, 2049, 836, 2064]
directory-column-3: [856, 158, 1168, 2147]
directory-entry: — Hans, Postschaffn., Falkenried 58, ☒ 30: [856, 662, 1103, 677]
directory-entry: — Rud., Maler, Mittelweg 135, H. 5, ☒ 18: [856, 1089, 1099, 1104]
directory-entry: — J. H., Polizeibeamt., Hammerlandstrasse 66, ☒ 34: [535, 829, 840, 844]
directory-entry: — H., Arbtr., Ausschl. Billdeich 8, H.1, ☒ 27: [222, 773, 478, 788]
directory-entry: Bialke, A., Schiffszimmerm., Friedrichstrasse 57, ☒ 4: [535, 438, 846, 453]
